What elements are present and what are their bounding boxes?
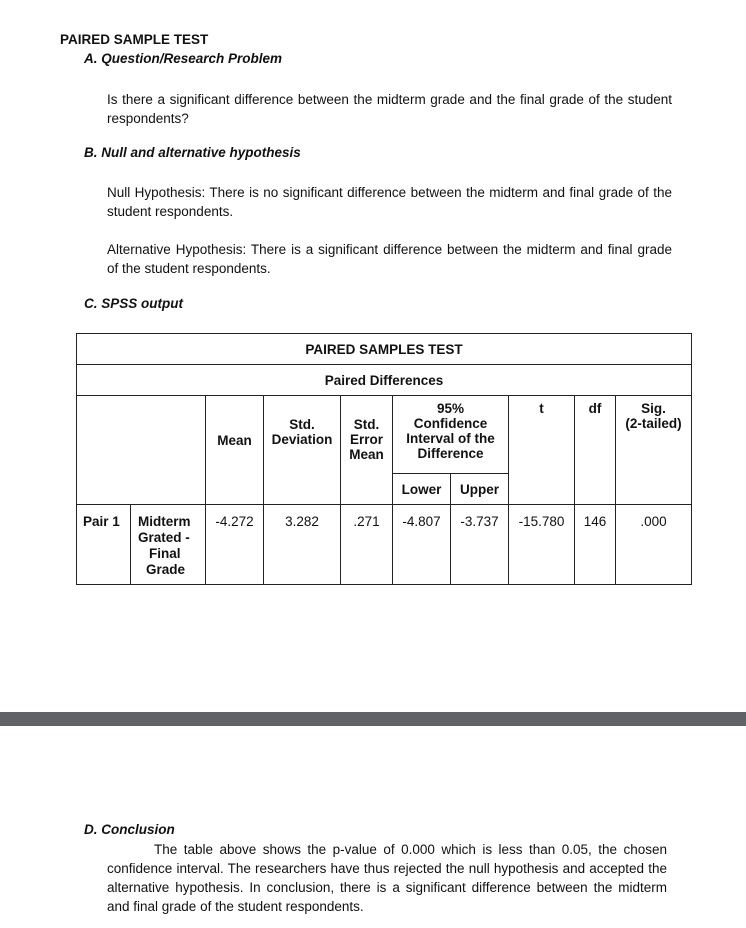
cell-std-deviation: 3.282 — [264, 505, 341, 585]
page-break-divider — [0, 712, 746, 726]
cell-mean: -4.272 — [206, 505, 264, 585]
table-caption: PAIRED SAMPLES TEST — [77, 334, 692, 365]
cell-df: 146 — [575, 505, 616, 585]
research-question: Is there a significant difference between the midterm grade and the final grade of the student respondents? — [107, 92, 672, 126]
section-d-heading: D. Conclusion — [84, 822, 175, 837]
section-c-heading: C. SPSS output — [84, 296, 183, 311]
header-std-deviation: Std. Deviation — [264, 396, 341, 505]
header-lower: Lower — [393, 474, 451, 505]
alternative-hypothesis: Alternative Hypothesis: There is a significant difference between the midterm and final grade of the student respondents. — [107, 242, 672, 276]
cell-std-error-mean: .271 — [341, 505, 393, 585]
header-upper: Upper — [451, 474, 509, 505]
cell-t: -15.780 — [509, 505, 575, 585]
header-sig: Sig. (2-tailed) — [616, 396, 692, 505]
header-empty — [77, 396, 206, 505]
table-subcaption: Paired Differences — [77, 365, 692, 396]
cell-upper: -3.737 — [451, 505, 509, 585]
document-title: PAIRED SAMPLE TEST — [60, 32, 209, 47]
header-mean: Mean — [206, 396, 264, 505]
header-confidence-interval: 95% Confidence Interval of the Difference — [393, 396, 509, 474]
header-std-error-mean: Std. Error Mean — [341, 396, 393, 505]
header-t: t — [509, 396, 575, 505]
conclusion-text: The table above shows the p-value of 0.000 which is less than 0.05, the chosen confidence interval. The researchers have thus rejected the null hypothesis and accepted the alternative hypothesis. In conclusion, there is a significant difference between the midterm and final grade of the student respondents. — [107, 842, 667, 914]
section-b-heading: B. Null and alternative hypothesis — [84, 145, 301, 160]
cell-sig: .000 — [616, 505, 692, 585]
section-a-heading: A. Question/Research Problem — [84, 51, 283, 66]
null-hypothesis: Null Hypothesis: There is no significant difference between the midterm and final grade of the student respondents. — [107, 185, 672, 219]
header-df: df — [575, 396, 616, 505]
row-variable-label: Midterm Grated - Final Grade — [131, 505, 206, 585]
conclusion-paragraph — [107, 840, 667, 916]
cell-lower: -4.807 — [393, 505, 451, 585]
spss-paired-samples-table — [76, 333, 692, 585]
row-pair-label: Pair 1 — [77, 505, 131, 585]
